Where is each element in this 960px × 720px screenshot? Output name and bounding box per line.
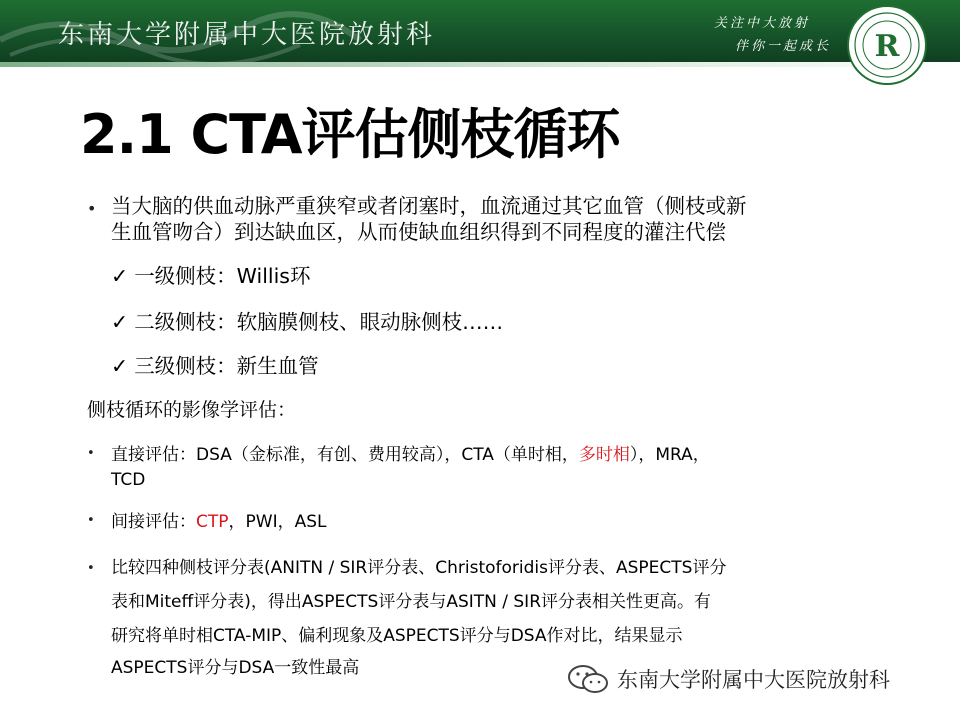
indirect-eval-highlight: CTP <box>196 512 229 532</box>
direct-eval-tail: ），MRA， <box>629 445 710 465</box>
direct-eval-highlight: 多时相 <box>578 445 630 465</box>
bullet-icon: • <box>87 561 95 576</box>
bullet-icon: • <box>87 513 95 528</box>
watermark-text: 东南大学附属中大医院放射科 <box>617 668 890 692</box>
intro-line-2: 生血管吻合）到达缺血区，从而使缺血组织得到不同程度的灌注代偿 <box>111 220 726 244</box>
department-name: 东南大学附属中大医院放射科 <box>58 20 436 50</box>
section-heading: 侧枝循环的影像学评估： <box>87 399 297 421</box>
level-item-1 <box>111 260 310 293</box>
level-item-3 <box>111 350 319 383</box>
direct-eval-line-2: TCD <box>111 470 146 490</box>
indirect-eval-rest: ，PWI，ASL <box>228 512 327 532</box>
level-item-2 <box>111 306 503 339</box>
header-banner <box>0 0 960 62</box>
level-text: 三级侧枝：新生血管 <box>134 354 319 378</box>
compare-line-3: 研究将单时相CTA-MIP、偏利现象及ASPECTS评分与DSA作对比，结果显示 <box>111 626 683 646</box>
level-text: 一级侧枝：Willis环 <box>134 264 311 288</box>
banner-divider <box>0 62 960 67</box>
hospital-logo <box>846 4 928 86</box>
intro-line-1: 当大脑的供血动脉严重狭窄或者闭塞时，血流通过其它血管（侧枝或新 <box>111 194 747 218</box>
bullet-icon: • <box>87 199 97 218</box>
checkmark-icon: ✓ <box>111 264 129 288</box>
wechat-watermark <box>565 662 890 696</box>
compare-line-1: 比较四种侧枝评分表(ANITN / SIR评分表、Christoforidis评分表、ASPECTS评分 <box>111 558 727 578</box>
logo-letter: R <box>874 29 900 64</box>
compare-line-2: 表和Miteff评分表)，得出ASPECTS评分表与ASITN / SIR评分表相关性更高。有 <box>111 592 712 612</box>
checkmark-icon: ✓ <box>111 354 129 378</box>
indirect-eval <box>111 510 326 534</box>
checkmark-icon: ✓ <box>111 310 129 334</box>
direct-eval-line-1 <box>111 443 710 467</box>
indirect-eval-label: 间接评估： <box>111 512 196 532</box>
level-text: 二级侧枝：软脑膜侧枝、眼动脉侧枝…… <box>134 310 504 334</box>
bullet-icon: • <box>87 446 95 461</box>
compare-line-4: ASPECTS评分与DSA一致性最高 <box>111 658 360 678</box>
slogan-line-2: 伴你一起成长 <box>735 39 832 54</box>
slogan-line-1: 关注中大放射 <box>714 16 811 31</box>
direct-eval-text: 直接评估：DSA（金标准，有创、费用较高），CTA（单时相， <box>111 445 579 465</box>
slide-title: 2.1 CTA评估侧枝循环 <box>80 103 620 166</box>
wechat-icon <box>565 662 611 696</box>
